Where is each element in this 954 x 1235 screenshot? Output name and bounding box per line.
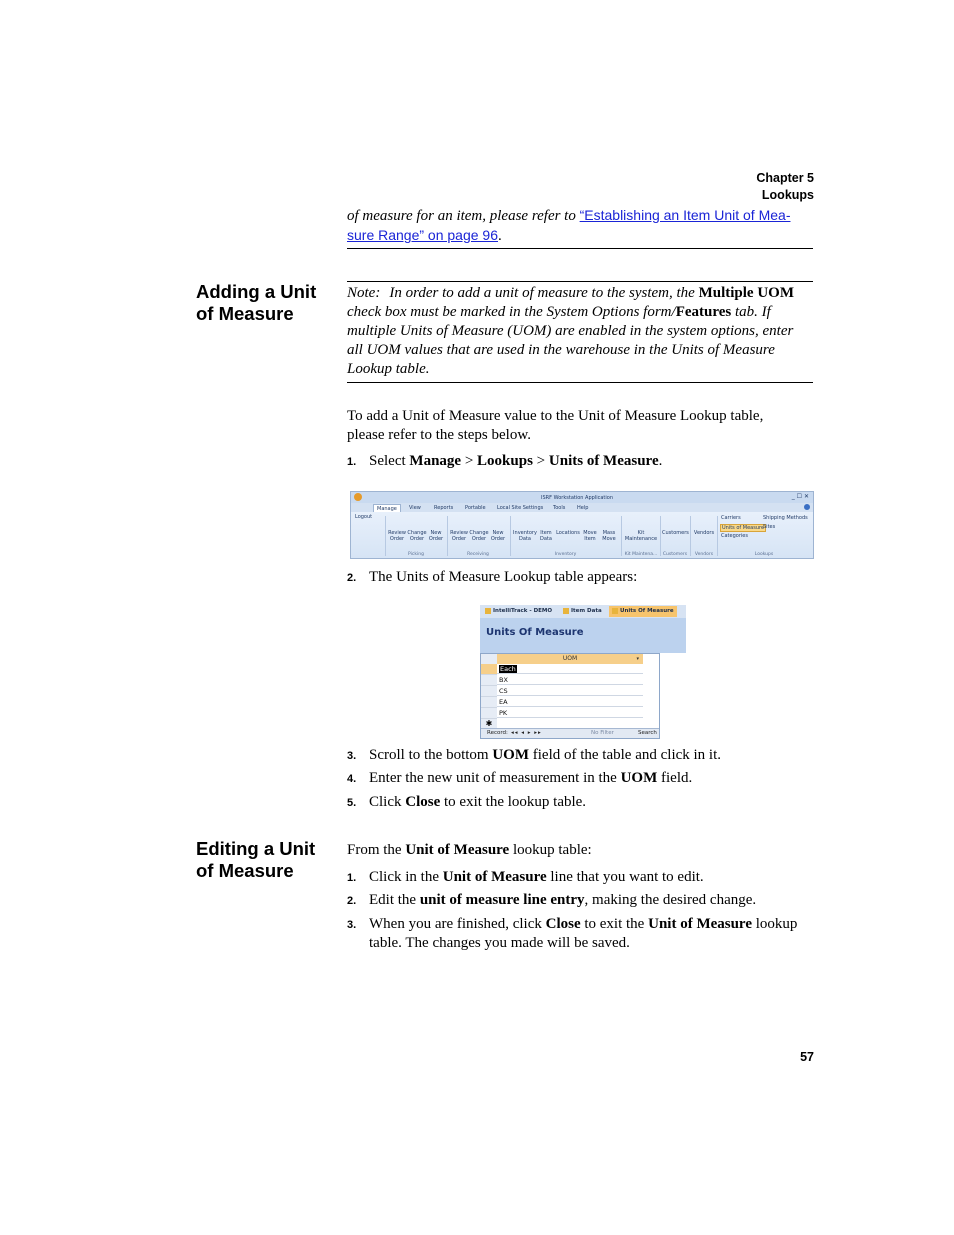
- kit-group-label: Kit Maintena...: [624, 552, 658, 557]
- tab-local-site-settings[interactable]: Local Site Settings: [497, 505, 544, 511]
- table-row[interactable]: EA: [497, 697, 643, 707]
- note-label: Note:: [347, 285, 381, 301]
- table-row[interactable]: Each: [497, 664, 643, 674]
- table-row[interactable]: CS: [497, 686, 643, 696]
- add-step-5: 5. Click Close to exit the lookup table.: [347, 794, 587, 810]
- kit-maintenance-button[interactable]: Kit Maintenance: [624, 530, 658, 542]
- sites-item[interactable]: Sites: [763, 524, 776, 530]
- ribbon-screenshot: [350, 491, 814, 559]
- form-icon: [485, 608, 491, 614]
- vendors-group-label: Vendors: [694, 552, 714, 557]
- tab-reports[interactable]: Reports: [434, 505, 454, 511]
- tab-item-data[interactable]: Item Data: [560, 606, 605, 617]
- running-header: [756, 170, 814, 204]
- picking-review-order-button[interactable]: Review Order: [388, 530, 406, 542]
- page-number: 57: [800, 1050, 814, 1064]
- customers-group-label: Customers: [662, 552, 688, 557]
- section-heading-add: Adding a Unit of Measure: [196, 281, 317, 324]
- app-orb-icon[interactable]: [354, 493, 362, 501]
- tab-manage[interactable]: Manage: [373, 504, 401, 513]
- row-selector[interactable]: [481, 675, 497, 686]
- picking-change-order-button[interactable]: Change Order: [407, 530, 427, 542]
- receiving-review-order-button[interactable]: Review Order: [450, 530, 468, 542]
- picking-new-order-button[interactable]: New Order: [428, 530, 444, 542]
- ribbon-tabs: [351, 503, 813, 512]
- form-header: [480, 618, 686, 653]
- tab-intellitrack-demo[interactable]: IntelliTrack - DEMO: [482, 606, 555, 617]
- tab-portable[interactable]: Portable: [465, 505, 486, 511]
- move-item-button[interactable]: Move Item: [583, 530, 597, 542]
- tab-help[interactable]: Help: [577, 505, 589, 511]
- picking-group-label: Picking: [408, 552, 424, 557]
- help-icon[interactable]: [804, 504, 810, 510]
- new-record-icon[interactable]: ✱: [481, 719, 497, 730]
- tab-tools[interactable]: Tools: [553, 505, 566, 511]
- receiving-change-order-button[interactable]: Change Order: [469, 530, 489, 542]
- dropdown-arrow-icon[interactable]: ▾: [636, 656, 639, 662]
- search-field[interactable]: Search: [638, 730, 657, 736]
- uom-datasheet: [480, 653, 660, 739]
- shipping-methods-item[interactable]: Shipping Methods: [763, 515, 808, 521]
- row-selector[interactable]: [481, 664, 497, 675]
- tab-units-of-measure[interactable]: Units Of Measure: [609, 606, 677, 617]
- customers-button[interactable]: Customers: [662, 530, 689, 536]
- record-label: Record:: [487, 730, 508, 736]
- intro-paragraph: of measure for an item, please refer to “Establishing an Item Unit of Mea- sure Range” on page 96.: [347, 207, 791, 244]
- ribbon-panel: [351, 512, 813, 558]
- note-bottom-rule: [347, 382, 813, 383]
- uom-table-screenshot: [480, 605, 686, 738]
- add-step-3: 3. Scroll to the bottom UOM field of the table and click in it.: [347, 747, 722, 763]
- receiving-new-order-button[interactable]: New Order: [490, 530, 506, 542]
- mass-move-button[interactable]: Mass Move: [602, 530, 616, 542]
- edit-lead: From the Unit of Measure lookup table:: [347, 842, 592, 858]
- ribbon-titlebar: [351, 492, 813, 503]
- divider: [347, 248, 813, 249]
- carriers-item[interactable]: Carriers: [721, 515, 741, 521]
- form-title: Units Of Measure: [486, 627, 584, 638]
- categories-item[interactable]: Categories: [721, 533, 748, 539]
- no-filter-button[interactable]: No Filter: [591, 730, 614, 736]
- window-controls-icon[interactable]: _ ☐ ✕: [791, 493, 809, 500]
- lookups-group-label: Lookups: [754, 552, 774, 557]
- note-top-rule: [347, 281, 813, 282]
- table-row[interactable]: PK: [497, 708, 643, 718]
- section-label: Lookups: [761, 188, 814, 202]
- document-tabs: [480, 605, 686, 618]
- add-step-2: 2. The Units of Measure Lookup table appears:: [347, 569, 638, 585]
- ribbon-window-title: ISRF Workstation Application: [541, 495, 613, 501]
- chapter-label: Chapter 5: [756, 171, 814, 185]
- nav-arrows-icon[interactable]: ◂◂ ◂ ▸ ▸▸: [511, 730, 542, 736]
- add-step-4: 4. Enter the new unit of measurement in the UOM field.: [347, 770, 693, 786]
- item-data-button[interactable]: Item Data: [540, 530, 552, 542]
- inventory-data-button[interactable]: Inventory Data: [513, 530, 537, 542]
- row-selector[interactable]: [481, 686, 497, 697]
- note-block: Note: In order to add a unit of measure to the system, the Multiple UOM check box must be marked in the System Options form/Features tab. If multiple Units of Measure (UOM) are enabled in the system options, enter all UOM values that are used in the warehouse in the Units of Measure Lookup table.: [347, 285, 794, 377]
- form-icon: [612, 608, 618, 614]
- record-navigator: [481, 728, 659, 738]
- logout-button[interactable]: Logout: [355, 514, 373, 520]
- cross-reference-link-cont[interactable]: sure Range” on page 96: [347, 227, 498, 243]
- locations-button[interactable]: Locations: [556, 530, 580, 536]
- receiving-group-label: Receiving: [467, 552, 489, 557]
- inventory-group-label: Inventory: [554, 552, 577, 557]
- section-heading-edit: Editing a Unit of Measure: [196, 838, 316, 881]
- units-of-measure-item[interactable]: Units of Measure: [722, 525, 765, 531]
- row-selector[interactable]: [481, 708, 497, 719]
- edit-step-1: 1. Click in the Unit of Measure line that you want to edit.: [347, 869, 704, 885]
- uom-column-header[interactable]: UOM ▾: [497, 654, 643, 664]
- vendors-button[interactable]: Vendors: [693, 530, 715, 536]
- lead-paragraph: To add a Unit of Measure value to the Unit of Measure Lookup table, please refer to the steps below.: [347, 408, 764, 443]
- add-step-1: 1. Select Manage > Lookups > Units of Measure.: [347, 453, 663, 469]
- row-selector[interactable]: [481, 697, 497, 708]
- tab-view[interactable]: View: [409, 505, 421, 511]
- table-row[interactable]: BX: [497, 675, 643, 685]
- form-icon: [563, 608, 569, 614]
- edit-step-3: 3. When you are finished, click Close to exit the Unit of Measure lookup table. The changes you made will be saved.: [347, 916, 798, 951]
- cross-reference-link[interactable]: “Establishing an Item Unit of Mea-: [579, 207, 791, 223]
- edit-step-2: 2. Edit the unit of measure line entry, making the desired change.: [347, 892, 757, 908]
